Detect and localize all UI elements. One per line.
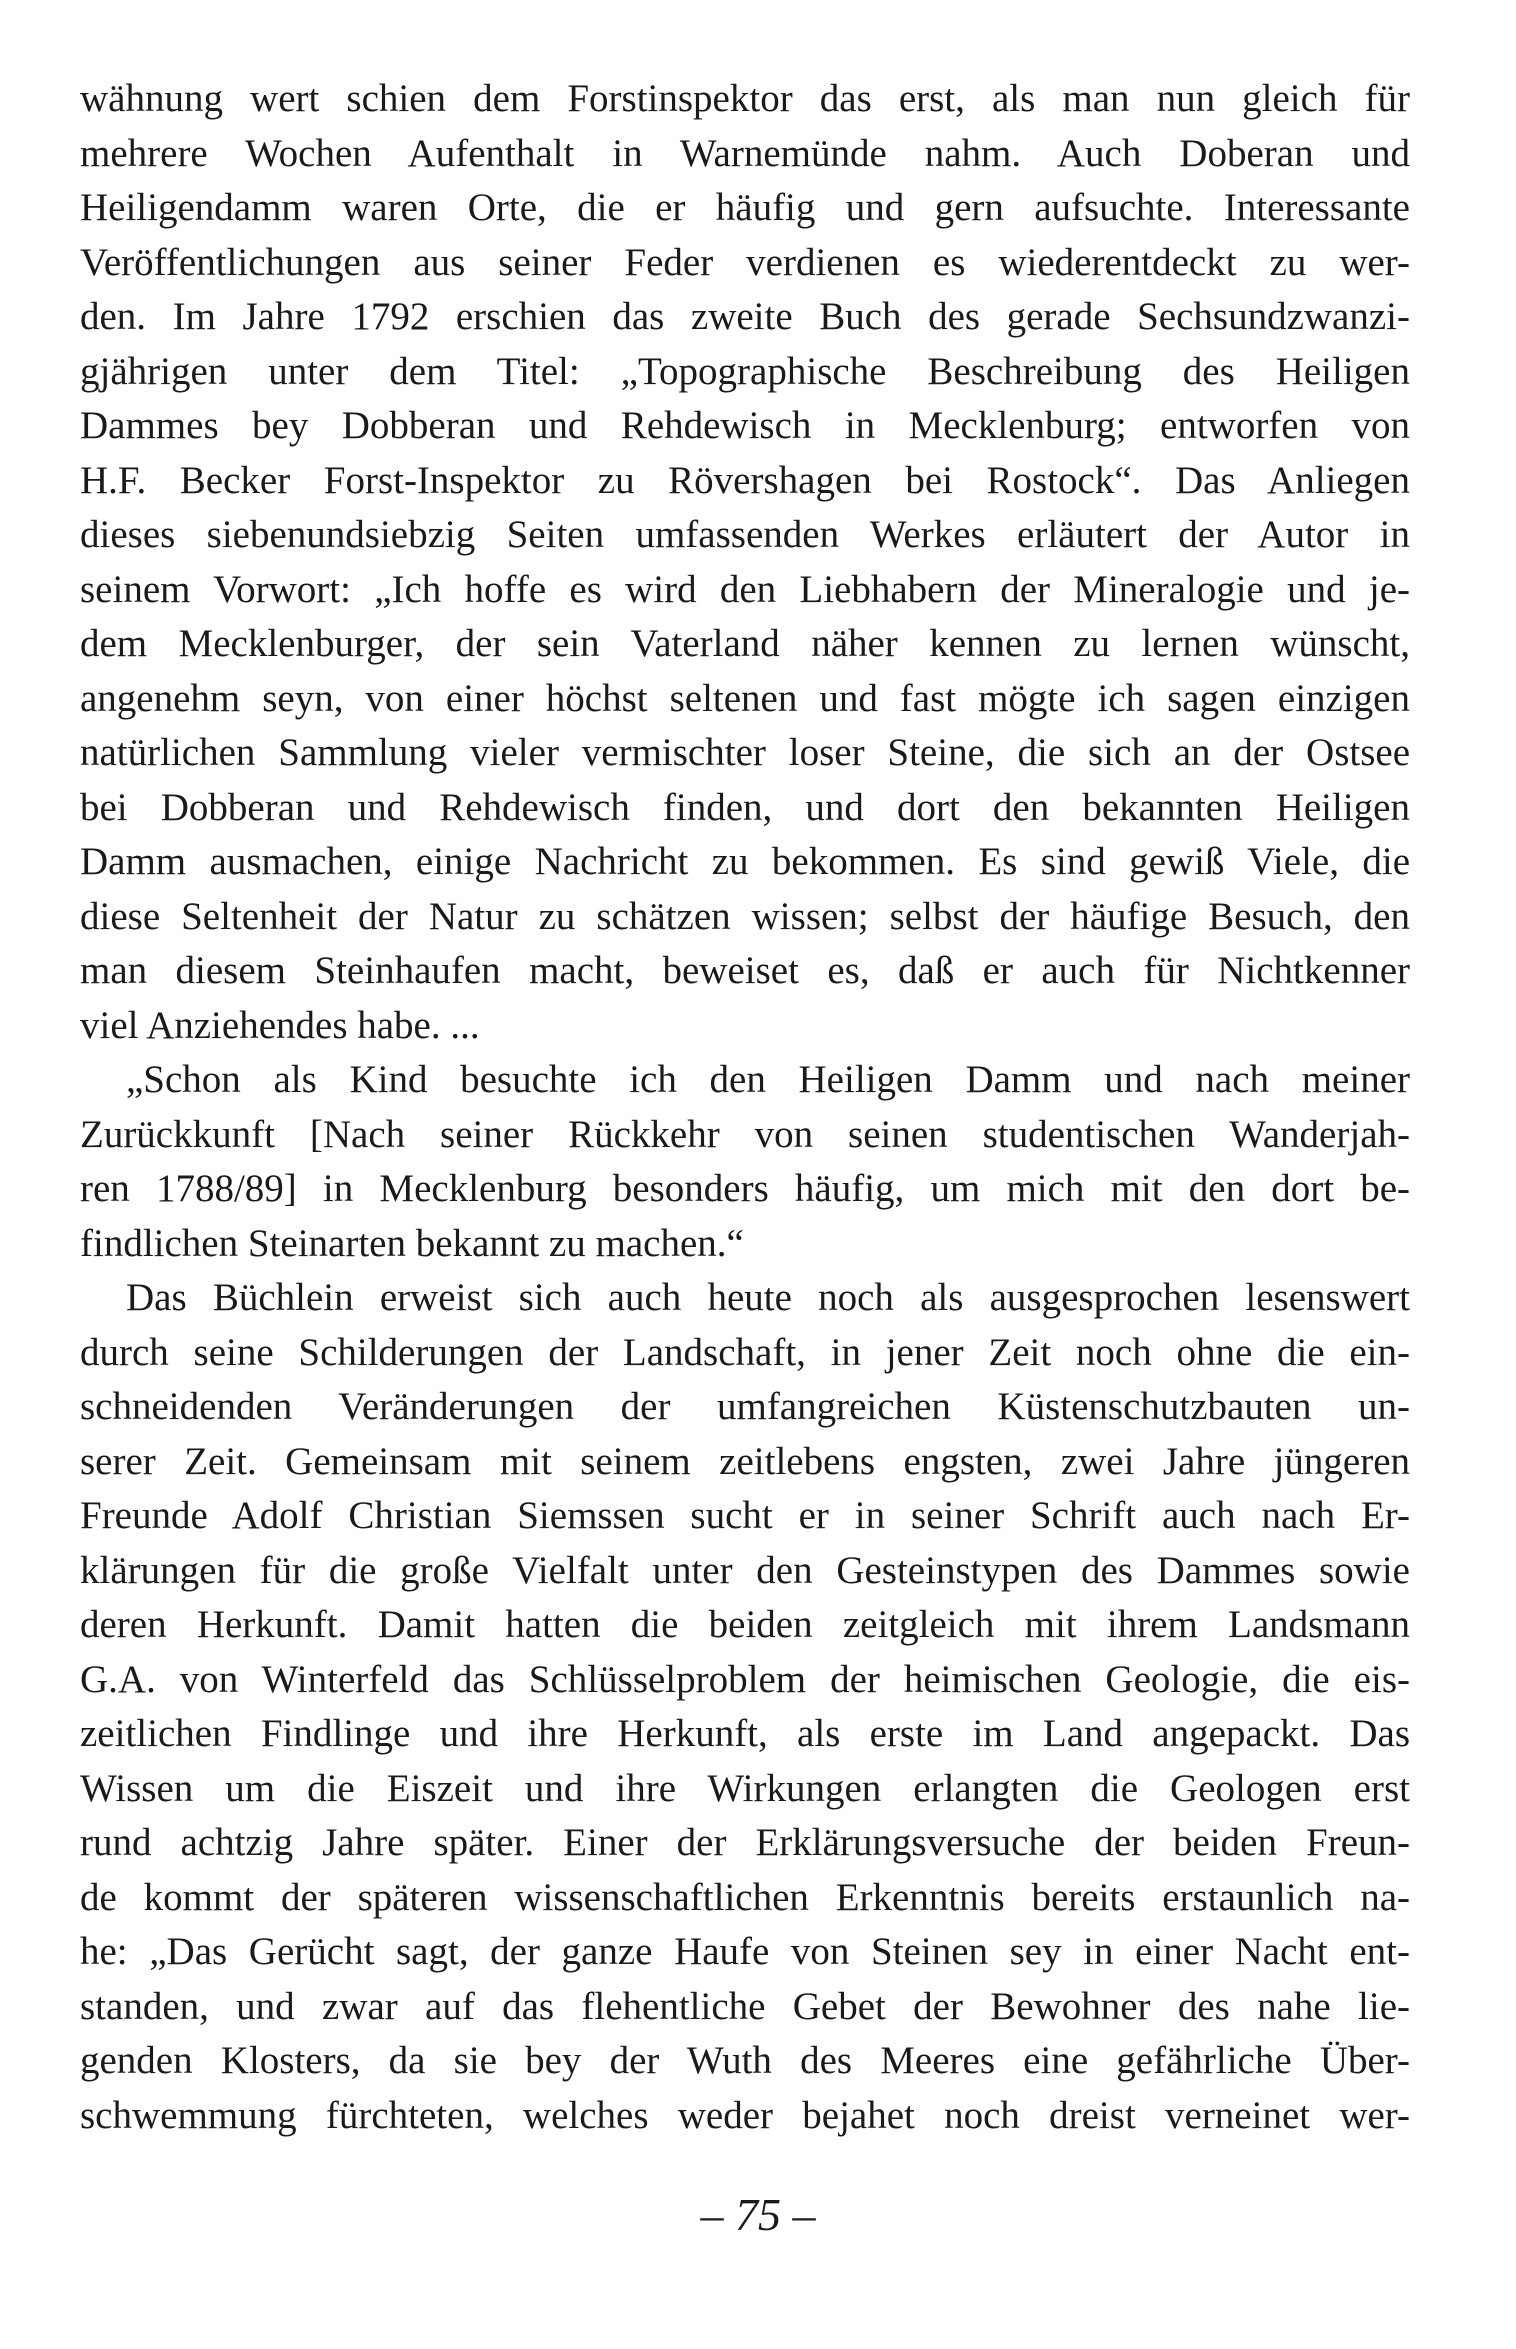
- paragraph-3: [80, 1271, 1410, 2143]
- paragraph-2: [80, 1053, 1410, 1271]
- text-line: dem Mecklenburger, der sein Vaterland näher kennen zu lernen wünscht,: [80, 622, 1410, 665]
- text-line: diese Seltenheit der Natur zu schätzen wissen; selbst der häufige Besuch, den: [80, 894, 1410, 938]
- text-line: serer Zeit. Gemeinsam mit seinem zeitlebens engsten, zwei Jahre jüngeren: [80, 1439, 1410, 1483]
- text-line: man diesem Steinhaufen macht, beweiset es, daß er auch für Nichtkenner: [80, 949, 1410, 992]
- page-number: – 75 –: [700, 2189, 816, 2240]
- text-line: genden Klosters, da sie bey der Wuth des Meeres eine gefährliche Über-: [80, 2039, 1410, 2082]
- text-line: den. Im Jahre 1792 erschien das zweite Buch des gerade Sechsundzwanzi-: [80, 295, 1410, 338]
- text-line: viel Anziehendes habe. ...: [80, 1003, 480, 1047]
- text-line: Heiligendamm waren Orte, die er häufig und gern aufsuchte. Interessante: [80, 186, 1410, 229]
- text-line: durch seine Schilderungen der Landschaft, in jener Zeit noch ohne die ein-: [80, 1330, 1410, 1374]
- text-line: schneidenden Veränderungen der umfangreichen Küstenschutzbauten un-: [80, 1385, 1410, 1428]
- text-line: Zurückkunft [Nach seiner Rückkehr von seinen studentischen Wanderjah-: [80, 1112, 1410, 1156]
- text-line: wähnung wert schien dem Forstinspektor das erst, als man nun gleich für: [80, 77, 1410, 120]
- text-line: rund achtzig Jahre später. Einer der Erklärungsversuche der beiden Freun-: [80, 1821, 1410, 1864]
- text-line: H.F. Becker Forst-Inspektor zu Rövershagen bei Rostock“. Das Anliegen: [80, 458, 1410, 502]
- text-line: findlichen Steinarten bekannt zu machen.“: [80, 1221, 744, 1265]
- text-line: ren 1788/89] in Mecklenburg besonders häufig, um mich mit den dort be-: [80, 1167, 1410, 1210]
- text-line: angenehm seyn, von einer höchst seltenen und fast mögte ich sagen einzigen: [80, 676, 1410, 720]
- paragraph-1: [80, 72, 1410, 1053]
- text-line: Das Büchlein erweist sich auch heute noch als ausgesprochen lesenswert: [126, 1276, 1410, 1319]
- text-line: zeitlichen Findlinge und ihre Herkunft, als erste im Land angepackt. Das: [80, 1712, 1410, 1755]
- text-line: he: „Das Gerücht sagt, der ganze Haufe von Steinen sey in einer Nacht ent-: [80, 1930, 1410, 1973]
- text-line: Veröffentlichungen aus seiner Feder verdienen es wiederentdeckt zu wer-: [80, 240, 1410, 284]
- page-body: [80, 72, 1410, 2143]
- text-line: standen, und zwar auf das flehentliche Gebet der Bewohner des nahe lie-: [80, 1984, 1410, 2028]
- text-line: Damm ausmachen, einige Nachricht zu bekommen. Es sind gewiß Viele, die: [80, 840, 1410, 883]
- text-line: deren Herkunft. Damit hatten die beiden zeitgleich mit ihrem Landsmann: [80, 1603, 1410, 1646]
- text-line: de kommt der späteren wissenschaftlichen Erkenntnis bereits erstaunlich na-: [80, 1875, 1410, 1919]
- text-line: Wissen um die Eiszeit und ihre Wirkungen erlangten die Geologen erst: [80, 1766, 1410, 1810]
- text-line: dieses siebenundsiebzig Seiten umfassenden Werkes erläutert der Autor in: [80, 513, 1410, 556]
- text-line: klärungen für die große Vielfalt unter den Gesteinstypen des Dammes sowie: [80, 1548, 1410, 1592]
- text-line: Dammes bey Dobberan und Rehdewisch in Mecklenburg; entworfen von: [80, 404, 1410, 447]
- text-line: gjährigen unter dem Titel: „Topographische Beschreibung des Heiligen: [80, 349, 1410, 393]
- text-line: G.A. von Winterfeld das Schlüsselproblem der heimischen Geologie, die eis-: [80, 1657, 1410, 1701]
- text-line: mehrere Wochen Aufenthalt in Warnemünde nahm. Auch Doberan und: [80, 131, 1410, 175]
- text-line: bei Dobberan und Rehdewisch finden, und dort den bekannten Heiligen: [80, 785, 1410, 829]
- text-line: natürlichen Sammlung vieler vermischter loser Steine, die sich an der Ostsee: [80, 731, 1410, 774]
- text-line: schwemmung fürchteten, welches weder bejahet noch dreist verneinet wer-: [80, 2093, 1410, 2137]
- text-line: seinem Vorwort: „Ich hoffe es wird den Liebhabern der Mineralogie und je-: [80, 567, 1410, 611]
- text-line: „Schon als Kind besuchte ich den Heiligen Damm und nach meiner: [126, 1058, 1410, 1101]
- text-line: Freunde Adolf Christian Siemssen sucht er in seiner Schrift auch nach Er-: [80, 1494, 1410, 1537]
